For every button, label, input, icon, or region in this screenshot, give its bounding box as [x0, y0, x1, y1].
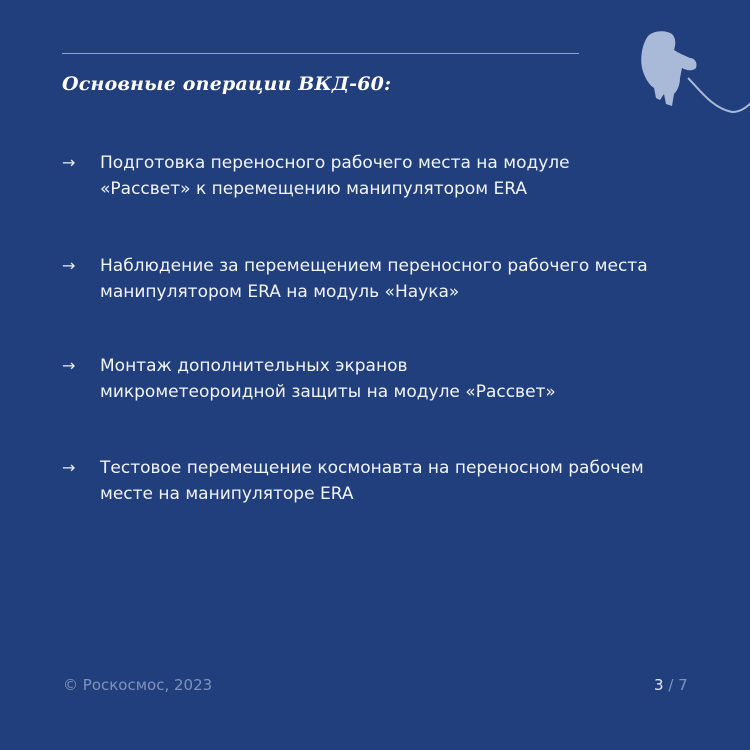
item-text: Тестовое перемещение космонавта на переносном рабочем [100, 458, 644, 478]
arrow-icon: → [62, 256, 76, 275]
item-text: микрометеороидной защиты на модуле «Рассвет» [100, 382, 556, 402]
item-text: Монтаж дополнительных экранов [100, 356, 408, 376]
list-item [62, 455, 702, 507]
astronaut-icon [620, 28, 750, 118]
arrow-icon: → [62, 153, 76, 172]
item-text: Наблюдение за перемещением переносного рабочего места [100, 256, 648, 276]
arrow-icon: → [62, 458, 76, 477]
list-item [62, 353, 702, 405]
page-indicator [654, 676, 688, 694]
item-text: Подготовка переносного рабочего места на модуле [100, 153, 570, 173]
item-text: манипулятором ERA на модуль «Наука» [100, 282, 460, 302]
item-text: «Рассвет» к перемещению манипулятором ERA [100, 179, 527, 199]
list-item [62, 253, 702, 305]
arrow-icon: → [62, 356, 76, 375]
top-divider [62, 53, 579, 54]
page-total: 7 [678, 676, 688, 694]
slide-title: Основные операции ВКД-60: [62, 73, 392, 95]
item-text: месте на манипуляторе ERA [100, 484, 354, 504]
page-current: 3 [654, 676, 664, 694]
copyright: © Роскосмос, 2023 [63, 676, 213, 694]
list-item [62, 150, 702, 202]
page-sep: / [663, 676, 679, 694]
